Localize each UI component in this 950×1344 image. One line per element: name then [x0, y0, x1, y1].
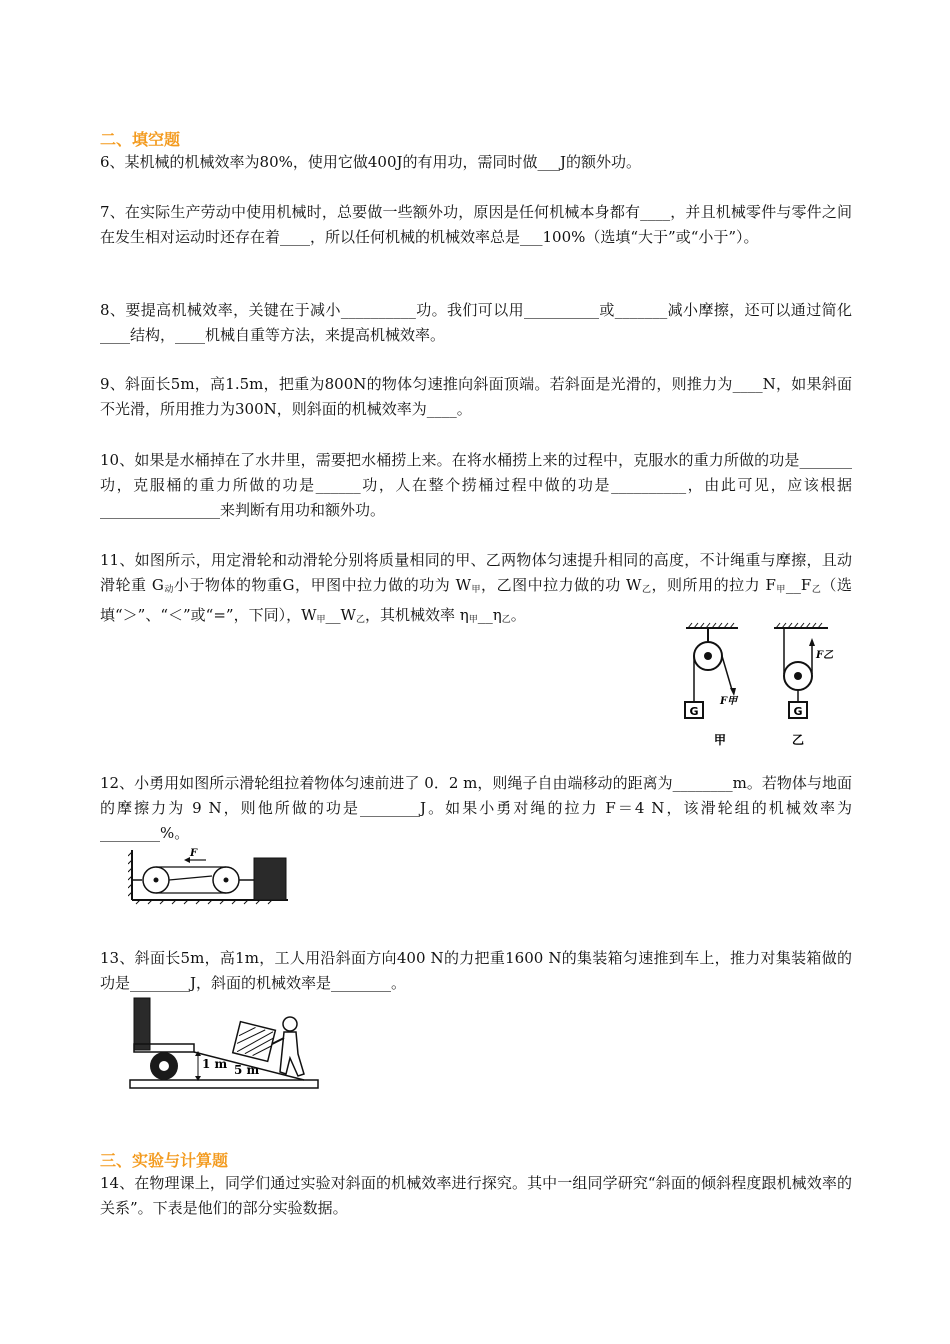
- length-label: 5 m: [234, 1063, 260, 1077]
- figure-label-jia: 甲: [714, 733, 727, 747]
- force-label-right: F乙: [816, 650, 834, 661]
- question-9-text: 9、斜面长5m，高1.5m，把重为800N的物体匀速推向斜面顶端。若斜面是光滑的，则推力为____N，如果斜面不光滑，所用推力为300N，则斜面的机械效率为____。: [100, 375, 852, 418]
- question-12: [100, 771, 852, 846]
- section-heading-fill-blank: 二、填空题: [100, 130, 181, 149]
- section-heading-experiment: 三、实验与计算题: [100, 1151, 229, 1170]
- figure-pulleys: [678, 622, 848, 750]
- force-label-left: F甲: [720, 696, 738, 707]
- block-label-left: G: [689, 705, 699, 718]
- block-label-right: G: [793, 705, 803, 718]
- question-10: [100, 448, 852, 523]
- question-14: [100, 1171, 852, 1221]
- force-label-f: F: [190, 848, 198, 859]
- question-7: [100, 200, 852, 250]
- fixed-pulley-diagram: [685, 623, 739, 747]
- question-6: [100, 150, 852, 175]
- question-8-text: 8、要提高机械效率，关键在于减小__________功。我们可以用__________或_______减小摩擦，还可以通过简化____结构，____机械自重等方法，来提高机械效率。: [100, 301, 852, 344]
- figure-label-yi: 乙: [792, 733, 805, 747]
- question-10-text: 10、如果是水桶掉在了水井里，需要把水桶捞上来。在将水桶捞上来的过程中，克服水的重力所做的功是_______功，克服桶的重力所做的功是______功，人在整个捞桶过程中做的功是__________，由此可见，应该根据________________来判断有用功和额外功。: [100, 451, 852, 519]
- figure-pulley-block: [128, 846, 298, 908]
- question-13: [100, 946, 852, 996]
- question-8: [100, 298, 852, 348]
- movable-pulley-diagram: [774, 623, 834, 747]
- question-13-text: 13、斜面长5m，高1m，工人用沿斜面方向400 N的力把重1600 N的集装箱匀速推到车上，推力对集装箱做的功是________J，斜面的机械效率是________。: [100, 949, 852, 992]
- question-11: [100, 548, 852, 633]
- question-11-text: 11、如图所示，用定滑轮和动滑轮分别将质量相同的甲、乙两物体匀速提升相同的高度，不计绳重与摩擦，且动滑轮重 $G_动$小于物体的物重G，甲图中拉力做的功为 $W_甲$，乙图中拉力做的功 $W_乙$，则所用的拉力 $F_甲\_\_F_乙$（选填“＞”、“＜”或“=”，下同），$W_甲\_\_W_乙$，其机械效率 $\eta_甲\_\_\eta_乙$。: [100, 551, 852, 625]
- question-14-text: 14、在物理课上，同学们通过实验对斜面的机械效率进行探究。其中一组同学研究“斜面的倾斜程度跟机械效率的关系”。下表是他们的部分实验数据。: [100, 1174, 852, 1217]
- figure-incline-truck: [128, 994, 320, 1094]
- height-label: 1 m: [202, 1057, 228, 1071]
- question-6-text: 6、某机械的机械效率为80%，使用它做400J的有用功，需同时做___J的额外功。: [100, 153, 642, 171]
- question-9: [100, 372, 852, 422]
- question-12-text: 12、小勇用如图所示滑轮组拉着物体匀速前进了 0．2 m，则绳子自由端移动的距离为________m。若物体与地面的摩擦力为 9 N，则他所做的功是________J。如果小勇对绳的拉力 F＝4 N，该滑轮组的机械效率为________%。: [100, 774, 852, 842]
- question-7-text: 7、在实际生产劳动中使用机械时，总要做一些额外功，原因是任何机械本身都有____，并且机械零件与零件之间在发生相对运动时还存在着____，所以任何机械的机械效率总是___100%（选填“大于”或“小于”）。: [100, 203, 852, 246]
